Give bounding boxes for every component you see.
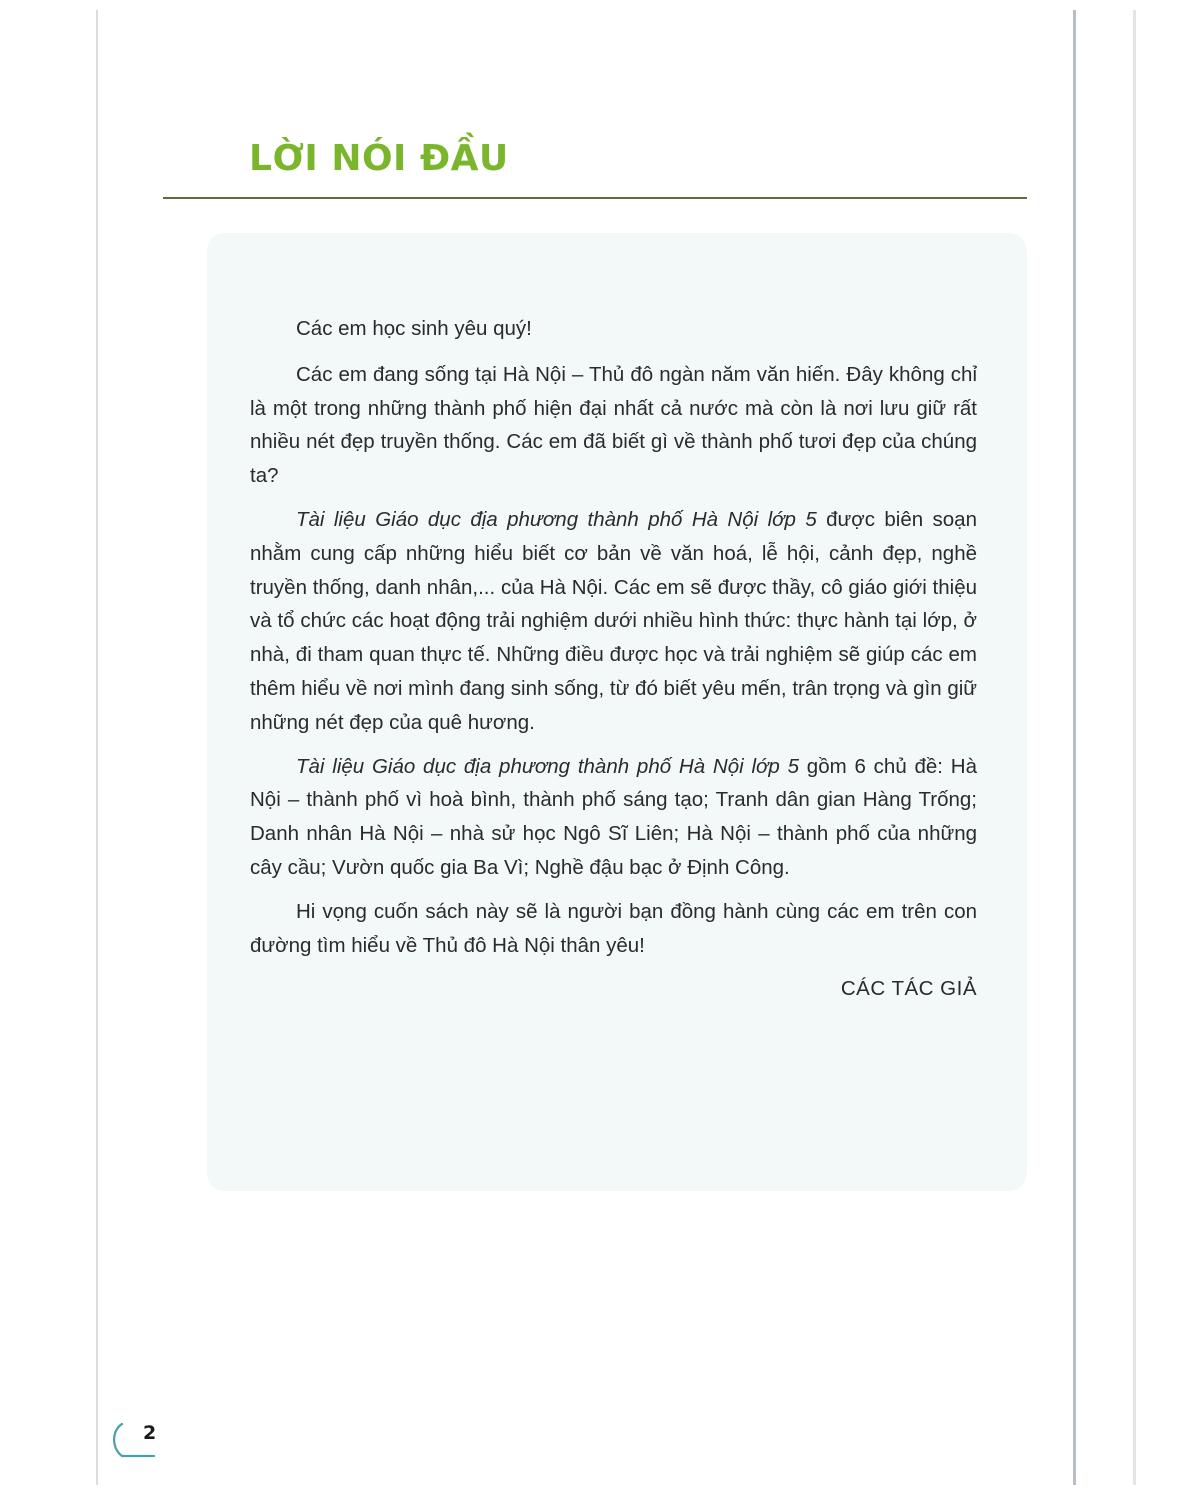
- purpose-paragraph: [250, 503, 977, 740]
- topics-paragraph: [250, 750, 977, 885]
- topics-text: gồm 6 chủ đề: Hà Nội – thành phố vì hoà bình, thành phố sáng tạo; Tranh dân gian Hàng Trống; Danh nhân Hà Nội – nhà sử học Ngô Sĩ Liên; Hà Nội – thành phố của những cây cầu; Vườn quốc gia Ba Vì; Nghề đậu bạc ở Định Công.: [250, 754, 978, 879]
- greeting-paragraph: Các em học sinh yêu quý!: [296, 317, 532, 340]
- page-number: 2: [143, 1422, 157, 1444]
- page-title: LỜI NÓI ĐẦU: [249, 138, 509, 179]
- preface-body: [250, 312, 977, 1016]
- closing-paragraph: Hi vọng cuốn sách này sẽ là người bạn đồng hành cùng các em trên con đường tìm hiểu về Thủ đô Hà Nội thân yêu!: [250, 899, 977, 957]
- title-divider: [163, 197, 1027, 199]
- book-title-ref: Tài liệu Giáo dục địa phương thành phố Hà Nội lớp 5: [296, 507, 817, 531]
- scan-edge-far-right: [1133, 10, 1136, 1485]
- purpose-text: được biên soạn nhằm cung cấp những hiểu biết cơ bản về văn hoá, lễ hội, cảnh đẹp, nghề truyền thống, danh nhân,... của Hà Nội. Các em sẽ được thầy, cô giáo giới thiệu và tổ chức các hoạt động trải nghiệm dưới nhiều hình thức: thực hành tại lớp, ở nhà, đi tham quan thực tế. Những điều được học và trải nghiệm sẽ giúp các em thêm hiểu về nơi mình đang sinh sống, từ đó biết yêu mến, trân trọng và gìn giữ những nét đẹp của quê hương.: [250, 507, 977, 734]
- intro-paragraph: Các em đang sống tại Hà Nội – Thủ đô ngàn năm văn hiến. Đây không chỉ là một trong những thành phố hiện đại nhất cả nước mà còn là nơi lưu giữ rất nhiều nét đẹp truyền thống. Các em đã biết gì về thành phố tươi đẹp của chúng ta?: [250, 362, 977, 488]
- scan-edge-left: [96, 10, 98, 1485]
- scan-edge-right: [1073, 10, 1076, 1485]
- authors-signature: CÁC TÁC GIẢ: [840, 977, 977, 1001]
- book-title-ref: Tài liệu Giáo dục địa phương thành phố Hà Nội lớp 5: [296, 754, 800, 778]
